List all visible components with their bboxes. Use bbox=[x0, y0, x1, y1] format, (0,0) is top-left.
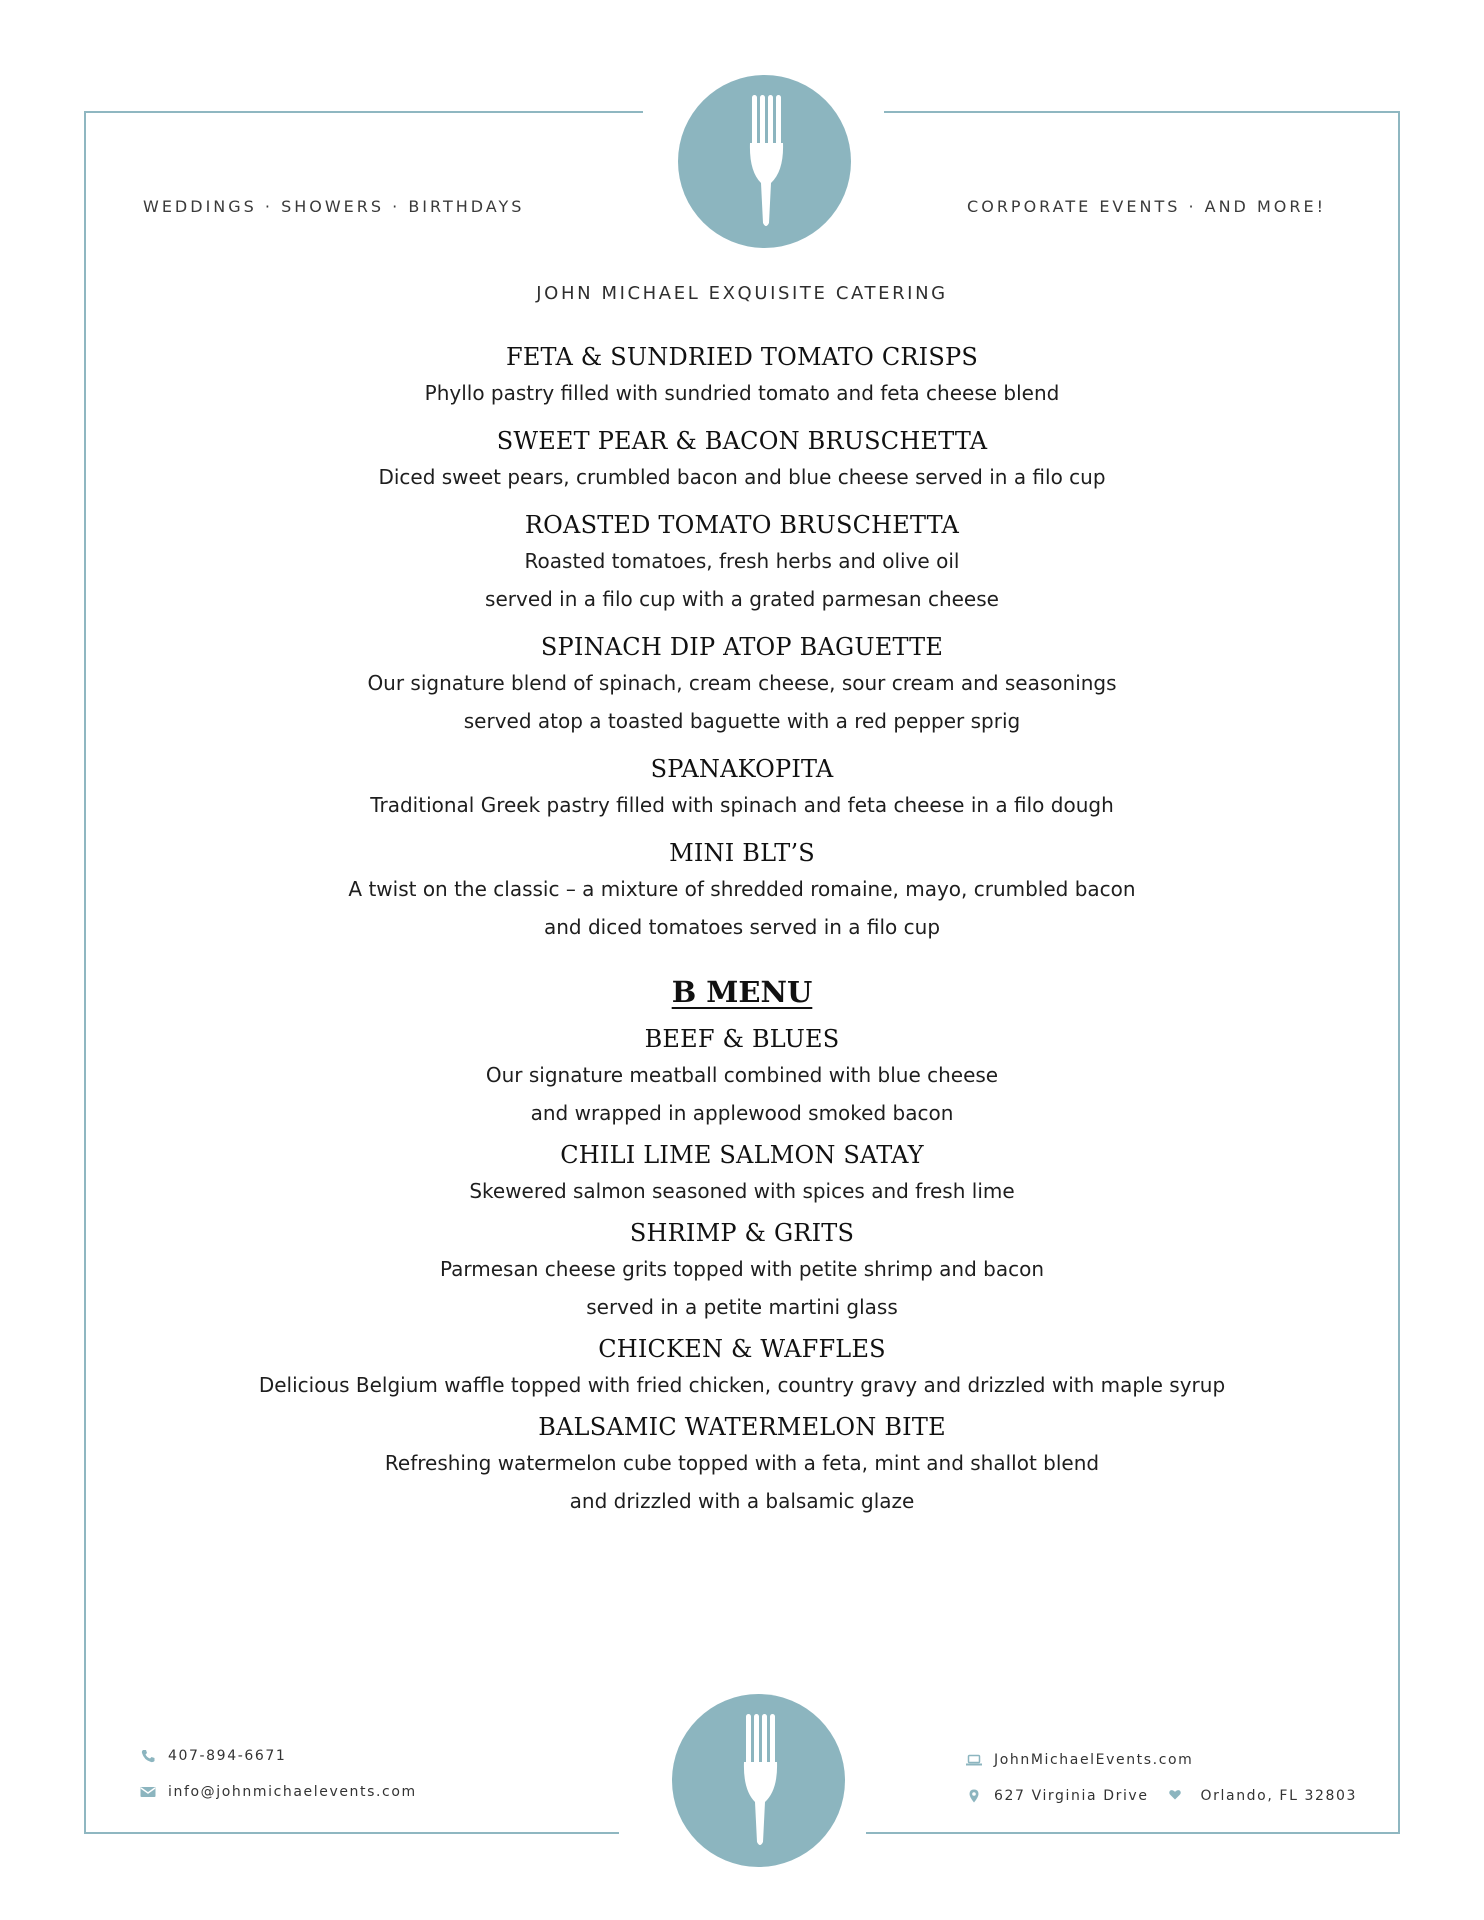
menu-item bbox=[140, 508, 1344, 618]
menu-item-description: Diced sweet pears, crumbled bacon and blue cheese served in a filo cup bbox=[378, 465, 1106, 489]
phone-icon bbox=[140, 1749, 156, 1763]
phone-text: 407-894-6671 bbox=[168, 1748, 287, 1764]
map-pin-icon bbox=[966, 1789, 982, 1803]
contact-phone[interactable] bbox=[140, 1748, 286, 1764]
contact-email[interactable] bbox=[140, 1784, 417, 1800]
menu-item bbox=[140, 340, 1344, 412]
frame-top-left bbox=[84, 111, 643, 113]
menu-item-name: BEEF & BLUES bbox=[644, 1025, 840, 1053]
menu-item-name: SWEET PEAR & BACON BRUSCHETTA bbox=[496, 427, 988, 455]
menu-b-title: B MENU bbox=[671, 975, 813, 1009]
menu-item-description: Skewered salmon seasoned with spices and fresh lime bbox=[469, 1179, 1015, 1203]
menu-item-name: BALSAMIC WATERMELON BITE bbox=[538, 1413, 946, 1441]
laptop-icon bbox=[966, 1753, 982, 1767]
menu-item bbox=[140, 1138, 1344, 1210]
menu-item-description: Phyllo pastry filled with sundried tomato and feta cheese blend bbox=[424, 381, 1060, 405]
address-text: 627 Virginia Drive bbox=[994, 1788, 1149, 1804]
menu-item bbox=[140, 630, 1344, 740]
menu-item bbox=[140, 836, 1344, 946]
menu-item-description: served atop a toasted baguette with a red pepper sprig bbox=[463, 709, 1021, 733]
menu-item-description: Traditional Greek pastry filled with spinach and feta cheese in a filo dough bbox=[370, 793, 1114, 817]
menu-a-list bbox=[140, 340, 1344, 946]
frame-top-right bbox=[884, 111, 1400, 113]
email-text: info@johnmichaelevents.com bbox=[168, 1784, 417, 1800]
logo-bottom bbox=[672, 1694, 845, 1867]
frame-left bbox=[84, 111, 86, 1834]
menu-b-list bbox=[140, 1022, 1344, 1520]
contact-website[interactable] bbox=[966, 1752, 1193, 1768]
menu-item bbox=[140, 1410, 1344, 1520]
menu-item bbox=[140, 1022, 1344, 1132]
menu-item-name: CHILI LIME SALMON SATAY bbox=[560, 1141, 924, 1169]
menu-item-description: served in a filo cup with a grated parmesan cheese bbox=[485, 587, 999, 611]
menu-item-name: SPANAKOPITA bbox=[650, 755, 834, 783]
fork-icon bbox=[678, 75, 851, 248]
menu-item-description: Our signature meatball combined with blue cheese bbox=[485, 1063, 999, 1087]
tagline-right: CORPORATE EVENTS · AND MORE! bbox=[967, 197, 1326, 216]
frame-bottom-left bbox=[84, 1832, 619, 1834]
menu-item-description: and diced tomatoes served in a filo cup bbox=[543, 915, 941, 939]
logo-top bbox=[678, 75, 851, 248]
menu-item bbox=[140, 1216, 1344, 1326]
menu-item-description: Our signature blend of spinach, cream cheese, sour cream and seasonings bbox=[367, 671, 1117, 695]
website-text: JohnMichaelEvents.com bbox=[994, 1752, 1194, 1768]
menu-item bbox=[140, 1332, 1344, 1404]
menu-item-description: and wrapped in applewood smoked bacon bbox=[530, 1101, 954, 1125]
menu-item-description: and drizzled with a balsamic glaze bbox=[569, 1489, 915, 1513]
tagline-left: WEDDINGS · SHOWERS · BIRTHDAYS bbox=[143, 197, 525, 216]
heart-icon bbox=[1169, 1788, 1181, 1804]
menu-item-description: served in a petite martini glass bbox=[586, 1295, 898, 1319]
menu-item-name: SPINACH DIP ATOP BAGUETTE bbox=[540, 633, 944, 661]
menu-item-description: Parmesan cheese grits topped with petite shrimp and bacon bbox=[439, 1257, 1044, 1281]
brand-name: JOHN MICHAEL EXQUISITE CATERING bbox=[536, 283, 948, 304]
menu-item bbox=[140, 752, 1344, 824]
frame-bottom-right bbox=[866, 1832, 1400, 1834]
menu-item-description: Roasted tomatoes, fresh herbs and olive oil bbox=[524, 549, 960, 573]
contact-address bbox=[966, 1788, 1357, 1804]
menu-item-name: SHRIMP & GRITS bbox=[629, 1219, 855, 1247]
menu-item-description: A twist on the classic – a mixture of shredded romaine, mayo, crumbled bacon bbox=[348, 877, 1136, 901]
menu-item-name: CHICKEN & WAFFLES bbox=[598, 1335, 886, 1363]
menu-body bbox=[140, 340, 1344, 1526]
menu-item-name: MINI BLT’S bbox=[669, 839, 815, 867]
menu-item-name: FETA & SUNDRIED TOMATO CRISPS bbox=[505, 343, 978, 371]
menu-item-description: Refreshing watermelon cube topped with a feta, mint and shallot blend bbox=[384, 1451, 1100, 1475]
envelope-icon bbox=[140, 1785, 156, 1799]
menu-item bbox=[140, 424, 1344, 496]
fork-icon bbox=[672, 1694, 845, 1867]
frame-right bbox=[1398, 111, 1400, 1834]
menu-item-name: ROASTED TOMATO BRUSCHETTA bbox=[524, 511, 960, 539]
city-text: Orlando, FL 32803 bbox=[1200, 1788, 1358, 1804]
menu-item-description: Delicious Belgium waffle topped with fried chicken, country gravy and drizzled with maple syrup bbox=[258, 1373, 1226, 1397]
